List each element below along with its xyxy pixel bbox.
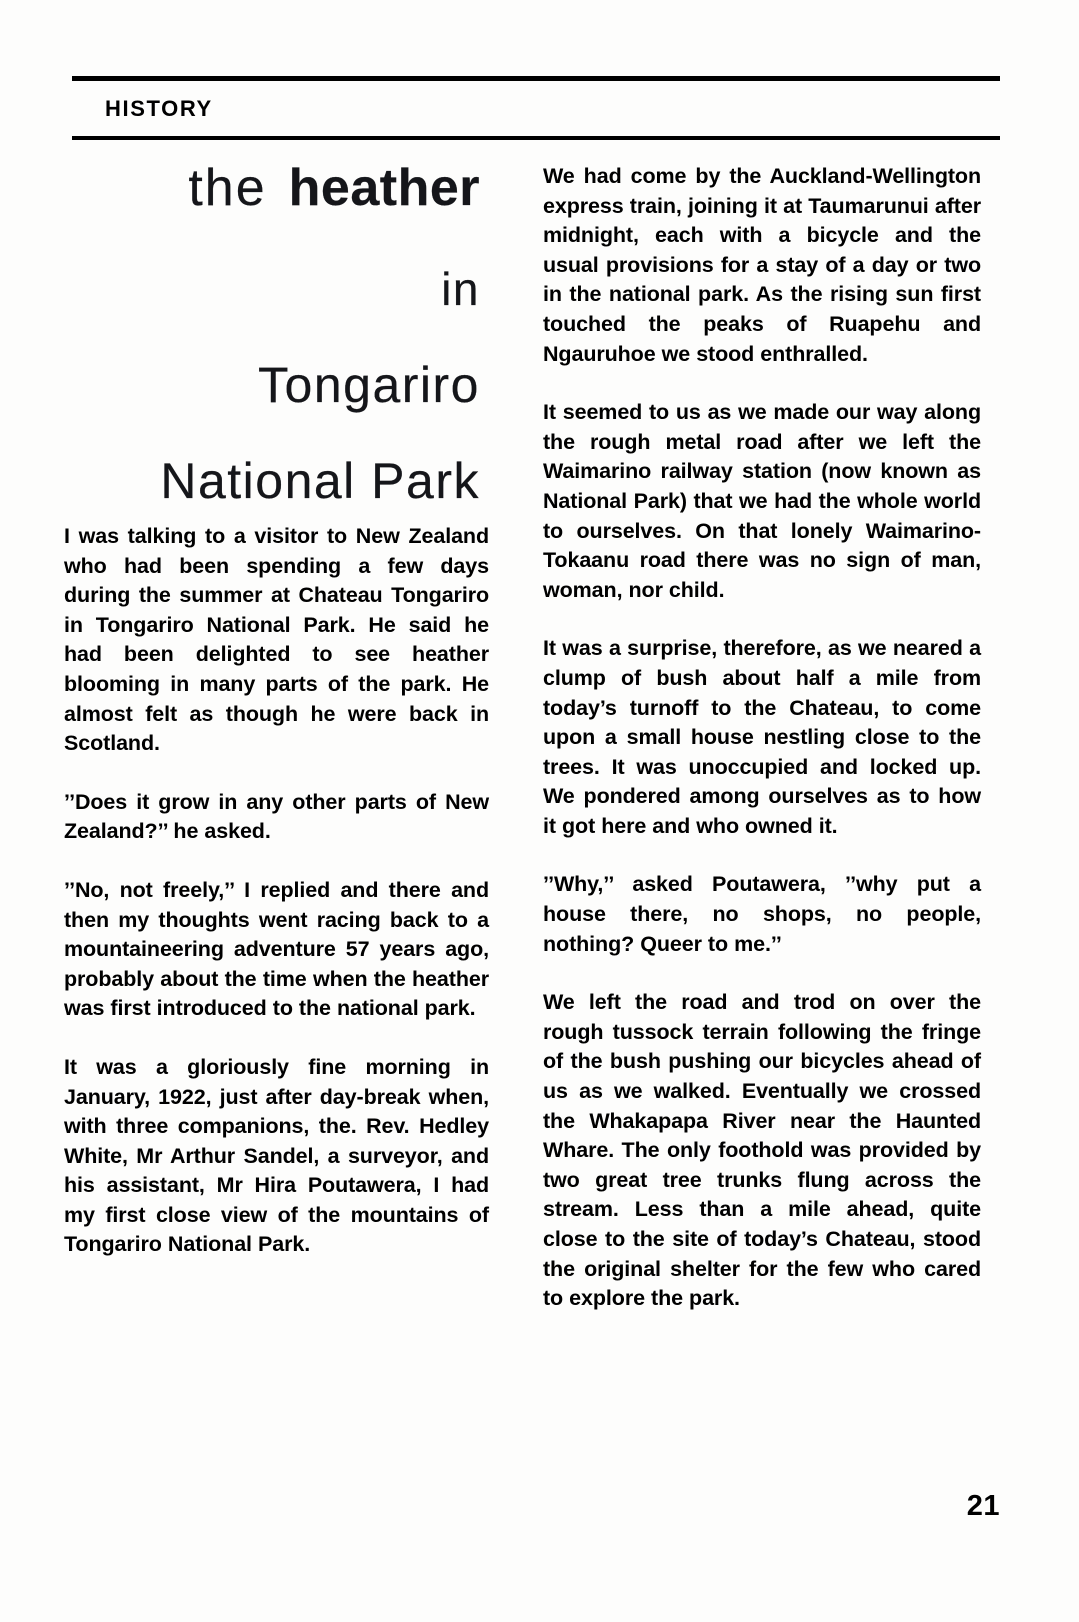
- paragraph: We left the road and trod on over the rough tussock terrain following the fringe of the bush pushing our bicycles ahead of us as we walked. Eventually we crossed the Whakapapa River near the Haunted Whare. The only foothold was provided by two great tree trunks flung across the stream. Less than a mile ahead, quite close to the site of today’s Chateau, stood the original shelter for the few who cared to explore the park.: [543, 990, 981, 1311]
- column-right: [543, 162, 981, 1314]
- paragraph: It was a surprise, therefore, as we neared a clump of bush about half a mile from today’s turnoff to the Chateau, to come upon a small house nestling close to the trees. It was unoccupied and locked up. We pondered among ourselves as to how it got here and who owned it.: [543, 636, 981, 838]
- title-word-the: the: [188, 159, 267, 217]
- title-line-3: Tongariro: [258, 357, 480, 413]
- section-label: HISTORY: [105, 96, 213, 121]
- masthead: [72, 76, 1000, 140]
- title-word-heather: heather: [288, 159, 480, 217]
- title-line-4: National Park: [160, 453, 480, 509]
- page-number: 21: [966, 1490, 1000, 1522]
- paragraph: I was talking to a visitor to New Zealand who had been spending a few days during the summer at Chateau Tongariro in Tongariro National Park. He said he had been delighted to see heather blooming in many parts of the park. He almost felt as though he were back in Scotland.: [64, 524, 489, 756]
- title-line-1: [64, 159, 480, 217]
- masthead-rule-bottom: [72, 136, 1000, 140]
- paragraph: It seemed to us as we made our way along the rough metal road after we left the Waimarino railway station (now known as National Park) that we had the whole world to ourselves. On that lonely Waimarino-Tokaanu road there was no sign of man, woman, nor child.: [543, 400, 981, 602]
- paragraph: It was a gloriously fine morning in January, 1922, just after day-break when, with three companions, the. Rev. Hedley White, Mr Arthur Sandel, a surveyor, and his assistant, Mr Hira Poutawera, I had my first close view of the mountains of Tongariro National Park.: [64, 1054, 489, 1257]
- body-columns: [64, 159, 1004, 1462]
- title-line-2: in: [441, 263, 480, 315]
- paragraph: ’’Does it grow in any other parts of New Zealand?’’ he asked.: [64, 789, 489, 844]
- paragraph: ’’No, not freely,’’ I replied and there and then my thoughts went racing back to a mountaineering adventure 57 years ago, probably about the time when the heather was first introduced to the national park.: [64, 877, 489, 1021]
- paragraph: We had come by the Auckland-Wellington express train, joining it at Taumarunui after midnight, each with a bicycle and the usual provisions for a stay of a day or two in the national park. As the rising sun first touched the peaks of Ruapehu and Ngauruhoe we stood enthralled.: [543, 164, 981, 366]
- article-display-title: [64, 159, 489, 509]
- paragraph: ’’Why,’’ asked Poutawera, ’’why put a house there, no shops, no people, nothing? Queer to me.’’: [543, 872, 981, 956]
- column-left: [64, 159, 489, 1260]
